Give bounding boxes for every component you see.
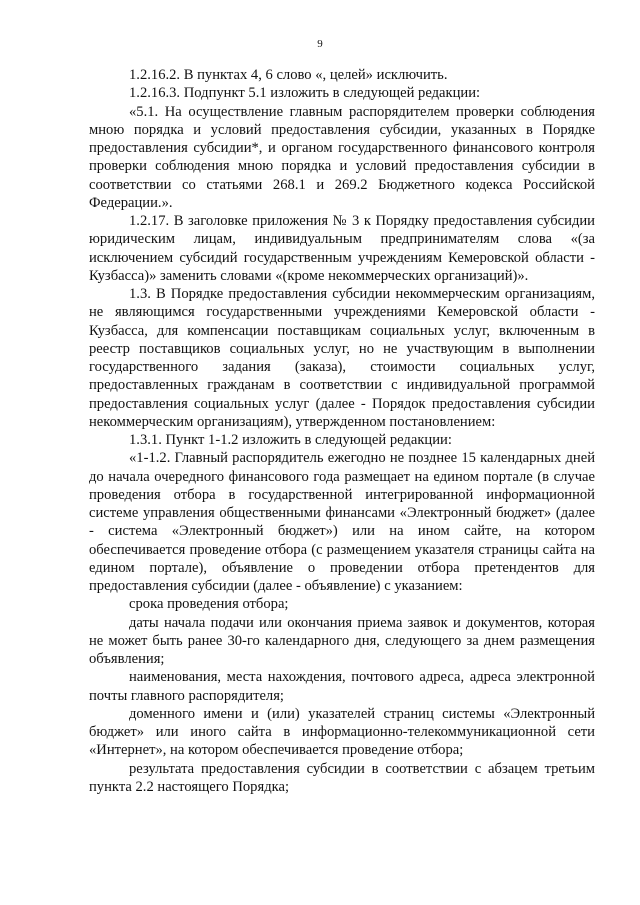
paragraph-quote-1-1-2: «1-1.2. Главный распорядитель ежегодно не позднее 15 календарных дней до начала очередного финансового года размещает на едином портале (в случае проведения отбора в государственной интегрированной информационной системе управления общественными финансами «Электронный бюджет» (далее - система «Электронный бюджет») или на ином сайте, на котором обеспечивается проведение отбора (с размещением указателя страницы сайта на едином портале), объявление о проведении отбора претендентов для предоставления субсидии (далее - объявление) с указанием:: [89, 450, 595, 594]
document-body: [89, 66, 595, 796]
paragraph-1-2-17: 1.2.17. В заголовке приложения № 3 к Порядку предоставления субсидии юридическим лицам, индивидуальным предпринимателям слова «(за исключением субсидий государственным учреждениям Кемеровской области - Кузбасса)» заменить словами «(кроме некоммерческих организаций)».: [89, 213, 595, 284]
list-item-period: срока проведения отбора;: [129, 596, 289, 613]
list-item-names: наименования, места нахождения, почтового адреса, адреса электронной почты главного распорядителя;: [89, 669, 595, 704]
page-number: 9: [317, 38, 323, 50]
paragraph-1-3: 1.3. В Порядке предоставления субсидии некоммерческим организациям, не являющимся государственными учреждениями Кемеровской области - Кузбасса, для компенсации поставщикам социальных услуг, включенным в реестр поставщиков социальных услуг, но не участвующим в выполнении государственного задания (заказа), стоимости социальных услуг, предоставленных гражданам в соответствии с индивидуальной программой предоставления социальных услуг (далее - Порядок предоставления субсидии некоммерческим организациям), утвержденном постановлением:: [89, 286, 595, 430]
paragraph-quote-5-1: «5.1. На осуществление главным распорядителем проверки соблюдения мною порядка и условий предоставления субсидии, указанных в Порядке предоставления субсидии*, и органом государственного финансового контроля проверки соблюдения мною порядка и условий предоставления субсидии в соответствии со статьями 268.1 и 269.2 Бюджетного кодекса Российской Федерации.».: [89, 103, 595, 211]
paragraph-1-3-1: 1.3.1. Пункт 1-1.2 изложить в следующей редакции:: [129, 432, 452, 448]
list-item-dates: даты начала подачи или окончания приема заявок и документов, которая не может быть ранее 30-го календарного дня, следующего за днем размещения объявления;: [89, 614, 595, 667]
list-item-result: результата предоставления субсидии в соответствии с абзацем третьим пункта 2.2 настоящего Порядка;: [89, 760, 595, 795]
paragraph-1-2-16-3: 1.2.16.3. Подпункт 5.1 изложить в следующей редакции:: [129, 85, 481, 102]
list-item-domain: доменного имени и (или) указателей страниц системы «Электронный бюджет» или иного сайта в информационно-телекоммуникационной сети «Интернет», на котором обеспечивается проведение отбора;: [89, 705, 595, 759]
paragraph-1-2-16-2: 1.2.16.2. В пунктах 4, 6 слово «, целей» исключить.: [129, 67, 448, 83]
